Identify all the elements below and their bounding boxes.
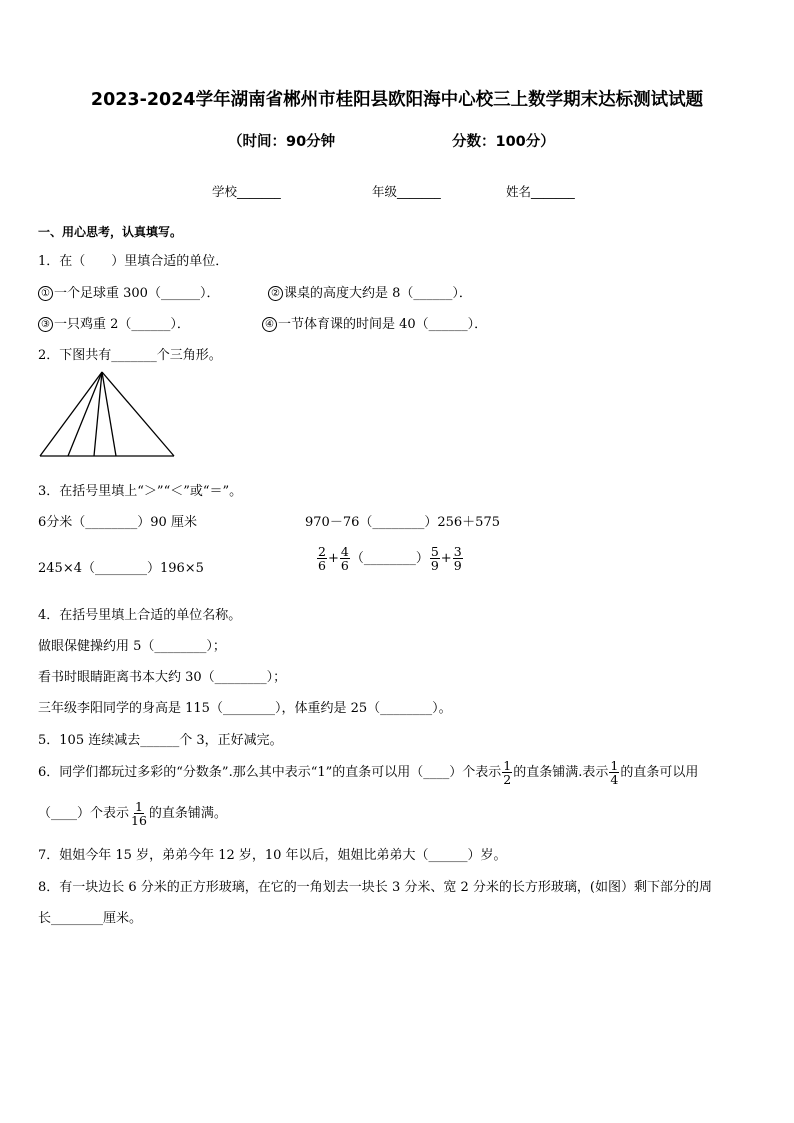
question-7: 7．姐姐今年 15 岁，弟弟今年 12 岁，10 年以后，姐姐比弟弟大（______）岁。 (38, 848, 507, 863)
denominator: 6 (318, 558, 326, 574)
numerator: 3 (453, 544, 462, 559)
exam-time: （时间：90分钟 (228, 134, 336, 150)
q4-line-2: 看书时眼睛距离书本大约 30（________）； (38, 670, 287, 685)
q1-item-1 (38, 282, 219, 301)
plus-sign: + (440, 551, 452, 567)
numerator: 2 (318, 544, 326, 559)
q1-item-2-text: 课桌的高度大约是 8（______）． (284, 286, 472, 301)
q6-text-1: 6．同学们都玩过多彩的“分数条”.那么其中表示“1”的直条可以用（____）个表示 (38, 765, 502, 780)
q3-compare-3: 245×4（________）196×5 (38, 561, 204, 576)
question-8-line-2: 长________厘米。 (38, 911, 143, 926)
triangle-figure (38, 370, 178, 460)
q1-item-4-text: 一节体育课的时间是 40（______）． (278, 317, 488, 332)
numerator: 1 (134, 798, 143, 814)
question-5: 5．105 连续减去______个 3，正好减完。 (38, 733, 283, 748)
q6-text-3: 的直条可以用 (620, 765, 699, 780)
fraction (609, 759, 619, 786)
numerator: 1 (503, 757, 512, 773)
denominator: 9 (430, 558, 439, 574)
grade-field: 年级_______ (372, 184, 441, 199)
exam-score: 分数：100分） (452, 134, 555, 150)
q4-line-1: 做眼保健操约用 5（________）； (38, 639, 226, 654)
denominator: 2 (503, 772, 512, 787)
q6-text-5: 的直条铺满。 (148, 806, 227, 821)
q1-item-2 (268, 282, 472, 301)
q1-item-3 (38, 313, 190, 332)
question-6 (38, 754, 698, 792)
numerator: 4 (340, 544, 349, 559)
question-3: 3．在括号里填上“＞”“＜”或“＝”。 (38, 484, 243, 499)
q6-text-4: （____）个表示 (38, 806, 130, 821)
question-1: 1．在（ ）里填合适的单位． (38, 254, 229, 269)
numerator: 1 (610, 757, 619, 773)
question-4: 4．在括号里填上合适的单位名称。 (38, 608, 242, 623)
denominator: 9 (453, 558, 462, 574)
denominator: 6 (340, 558, 349, 574)
fraction (453, 545, 463, 572)
circled-number: ② (268, 286, 283, 301)
circled-number: ③ (38, 317, 53, 332)
q1-item-1-text: 一个足球重 300（______）． (54, 286, 220, 301)
q6-text-2: 的直条铺满.表示 (513, 765, 609, 780)
q3-compare-4 (316, 545, 464, 572)
question-6-line-2 (38, 795, 227, 833)
fraction (317, 545, 327, 572)
question-2: 2．下图共有_______个三角形。 (38, 348, 222, 363)
page-title: 2023-2024学年湖南省郴州市桂阳县欧阳海中心校三上数学期末达标测试试题 (90, 90, 704, 110)
question-8: 8．有一块边长 6 分米的正方形玻璃，在它的一角划去一块长 3 分米、宽 2 分米的长方形玻璃，(如图）剩下部分的周 (38, 880, 712, 895)
q1-item-3-text: 一只鸡重 2（______）． (54, 317, 190, 332)
section-heading: 一、用心思考，认真填写。 (38, 225, 183, 239)
circled-number: ① (38, 286, 53, 301)
answer-blank: （________） (350, 551, 429, 567)
q4-line-3: 三年级李阳同学的身高是 115（________），体重约是 25（________）。 (38, 701, 452, 716)
q3-compare-2: 970－76（________）256＋575 (305, 515, 500, 530)
fraction (430, 545, 440, 572)
denominator: 16 (131, 813, 147, 828)
fraction (130, 800, 148, 827)
denominator: 4 (610, 772, 619, 787)
fraction (502, 759, 512, 786)
school-field: 学校_______ (212, 184, 281, 199)
fraction (340, 545, 350, 572)
name-field: 姓名_______ (506, 184, 575, 199)
numerator: 5 (430, 544, 439, 559)
q1-item-4 (262, 313, 487, 332)
plus-sign: + (327, 551, 339, 567)
q3-compare-1: 6分米（________）90 厘米 (38, 515, 197, 530)
circled-number: ④ (262, 317, 277, 332)
